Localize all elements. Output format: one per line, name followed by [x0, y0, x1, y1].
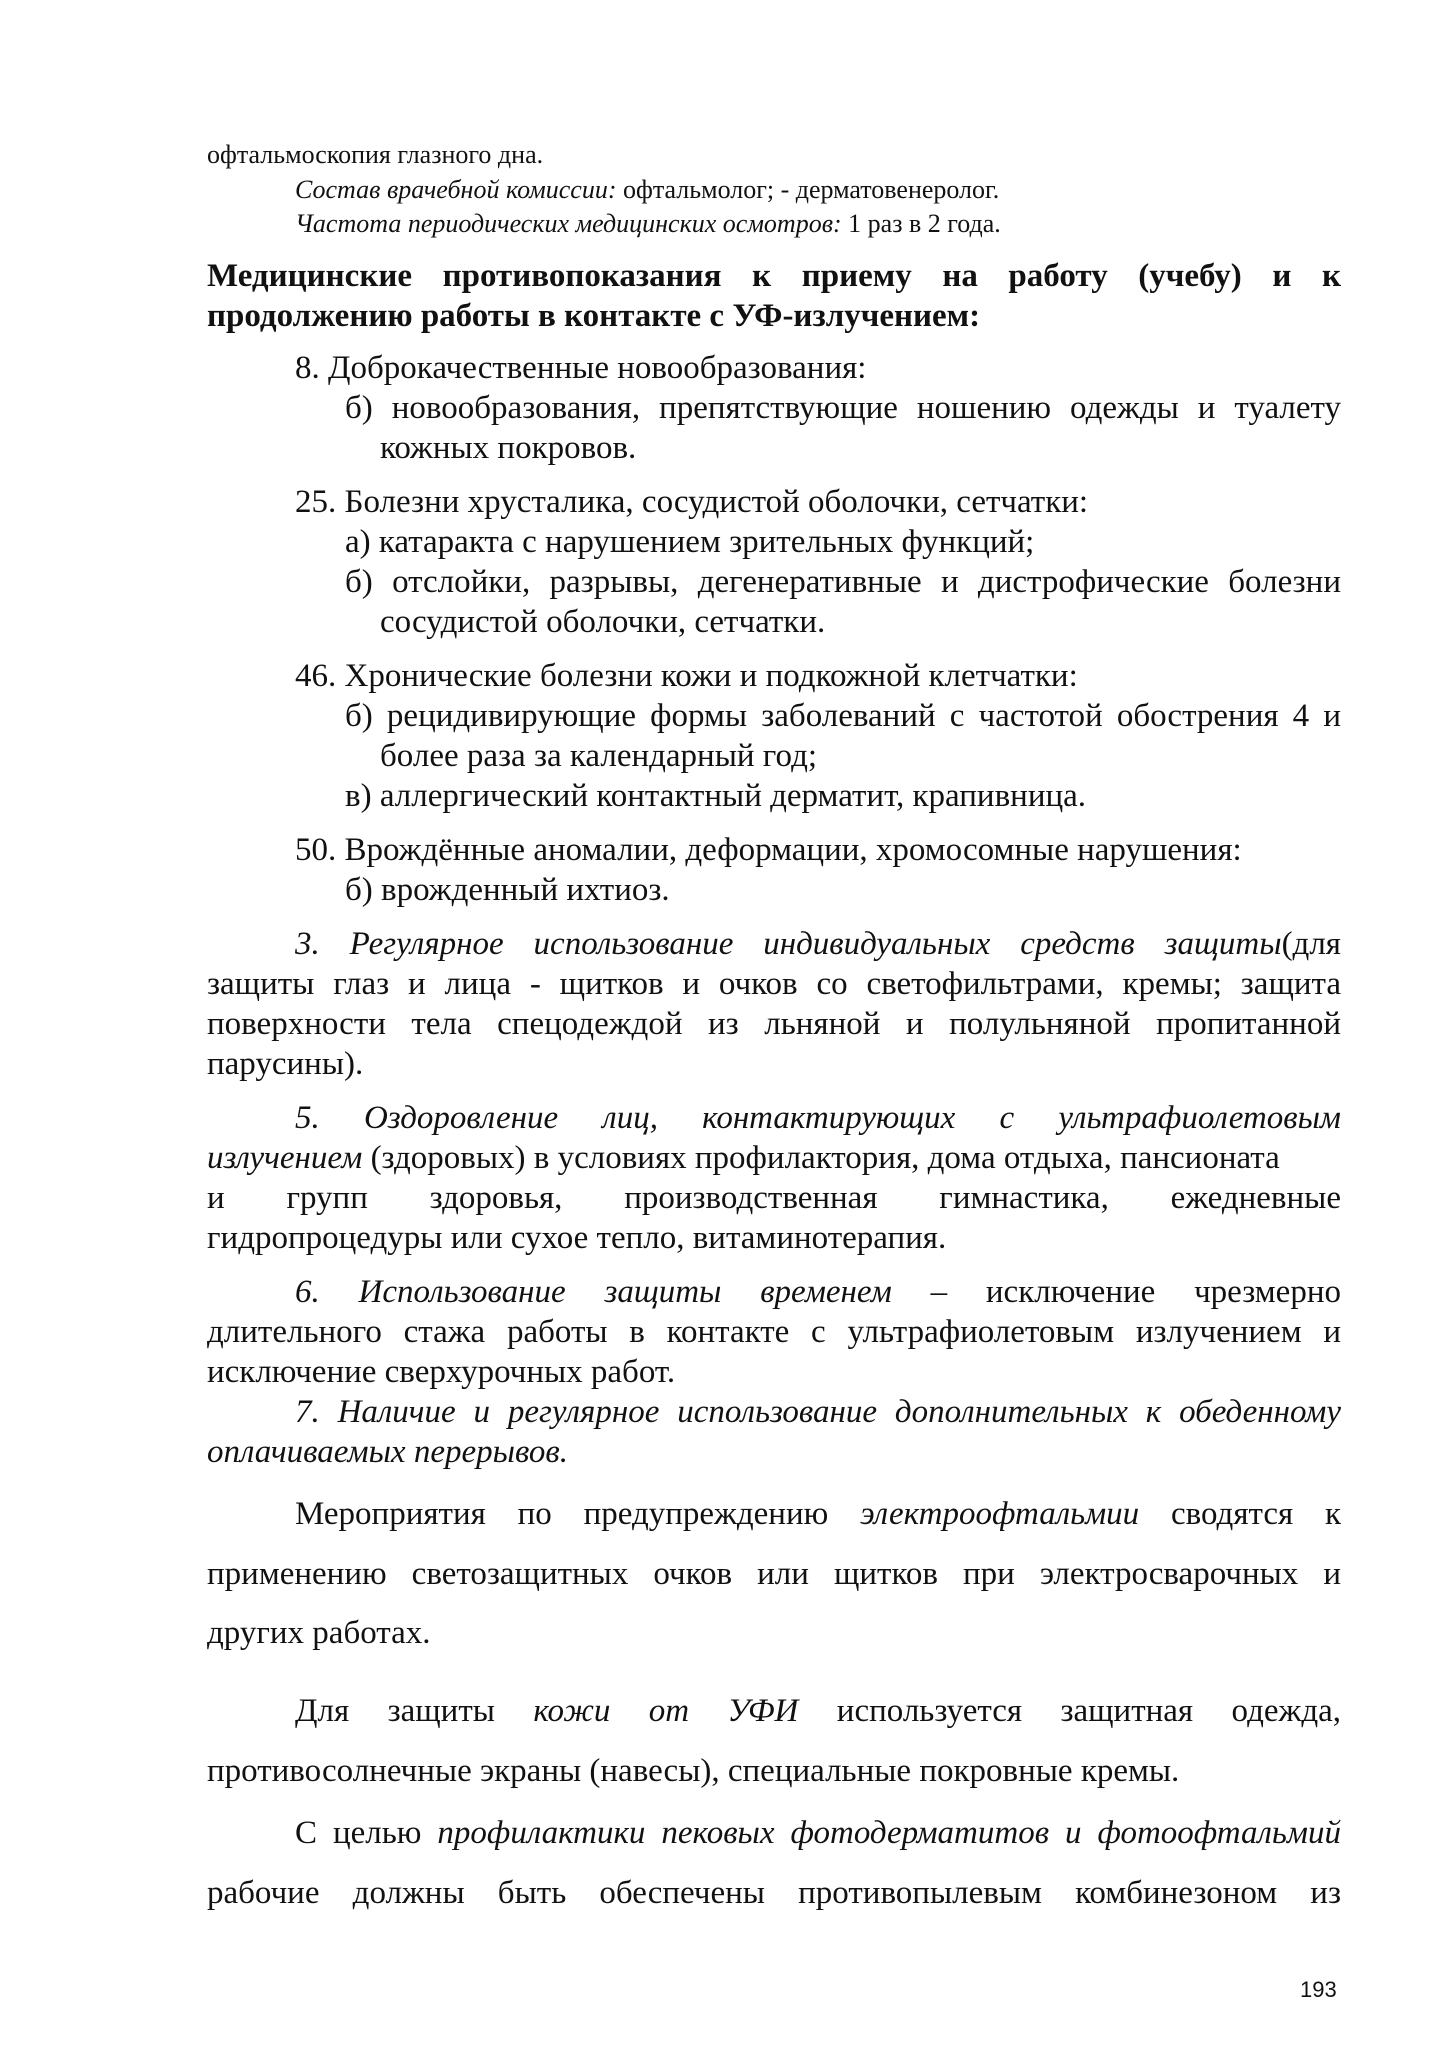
paragraph-6-line: исключение сверхурочных работ.: [207, 1354, 676, 1390]
frequency-line: [295, 211, 1001, 237]
pitch-prevention-line: рабочие должны быть обеспечены противопылевым комбинезоном из: [207, 1875, 1341, 1911]
commission-value: офтальмолог; - дерматовенеролог.: [616, 175, 1000, 204]
list-subitem: а) катаракта с нарушением зрительных функций;: [345, 524, 1035, 560]
paragraph-5-line: гидропроцедуры или сухое тепло, витаминотерапия.: [207, 1220, 947, 1256]
paragraph-3-italic: 3. Регулярное использование индивидуальных средств защиты: [295, 926, 1282, 962]
paragraph-5-rest: (здоровых) в условиях профилактория, дома отдыха, пансионата: [362, 1140, 1280, 1176]
list-item: 46. Хронические болезни кожи и подкожной клетчатки:: [295, 658, 1078, 694]
list-item: 8. Доброкачественные новообразования:: [295, 350, 867, 386]
paragraph-3-line: парусины).: [207, 1046, 364, 1082]
section-heading: Медицинские противопоказания к приему на работу (учебу) и к: [207, 258, 1341, 294]
paragraph-3-line: поверхности тела спецодеждой из льняной и полульняной пропитанной: [207, 1006, 1341, 1042]
frequency-label: Частота периодических медицинских осмотров:: [295, 209, 842, 238]
list-subitem-cont: более раза за календарный год;: [380, 738, 818, 774]
frequency-value: 1 раз в 2 года.: [841, 209, 1001, 238]
commission-line: [295, 177, 999, 203]
electroophthalmia-line: других работах.: [207, 1615, 431, 1651]
paragraph-7-line: 7. Наличие и регулярное использование дополнительных к обеденному: [295, 1394, 1341, 1430]
section-heading-cont: продолжению работы в контакте с УФ-излучением:: [207, 298, 981, 334]
paragraph-6-rest: – исключение чрезмерно: [891, 1274, 1341, 1310]
list-subitem: б) новообразования, препятствующие ношению одежды и туалету: [345, 390, 1341, 426]
paragraph-3-line: [295, 928, 1341, 961]
paragraph-5-italic: излучением: [207, 1140, 363, 1176]
electroophthalmia-text-b: сводятся к: [1139, 1496, 1341, 1532]
paragraph-6-italic: 6. Использование защиты временем: [295, 1274, 892, 1310]
list-subitem: в) аллергический контактный дерматит, крапивница.: [345, 778, 1087, 814]
paragraph-5-line: и групп здоровья, производственная гимнастика, ежедневные: [207, 1180, 1341, 1216]
skin-protection-line: [295, 1695, 1341, 1728]
pitch-prevention-text-a: С целью: [295, 1815, 438, 1851]
pitch-prevention-italic: профилактики пековых фотодерматитов и фотоофтальмий: [437, 1815, 1341, 1851]
page-number: 193: [1300, 1977, 1337, 2002]
commission-label: Состав врачебной комиссии:: [295, 175, 617, 204]
list-subitem-cont: сосудистой оболочки, сетчатки.: [380, 604, 826, 640]
text-line: офтальмоскопия глазного дна.: [207, 140, 544, 169]
paragraph-6-line: длительного стажа работы в контакте с ультрафиолетовым излучением и: [207, 1314, 1341, 1350]
paragraph-5-line: [207, 1142, 1280, 1175]
skin-protection-text-a: Для защиты: [295, 1693, 534, 1729]
paragraph-3-rest: (для: [1281, 926, 1341, 962]
list-subitem: б) отслойки, разрывы, дегенеративные и дистрофические болезни: [345, 564, 1341, 600]
list-subitem: б) рецидивирующие формы заболеваний с частотой обострения 4 и: [345, 698, 1341, 734]
paragraph-3-line: защиты глаз и лица - щитков и очков со светофильтрами, кремы; защита: [207, 966, 1341, 1002]
paragraph-5-line: 5. Оздоровление лиц, контактирующих с ультрафиолетовым: [295, 1100, 1341, 1136]
electroophthalmia-text-a: Мероприятия по предупреждению: [295, 1496, 861, 1532]
list-subitem: б) врожденный ихтиоз.: [345, 872, 670, 908]
electroophthalmia-line: применению светозащитных очков или щитков при электросварочных и: [207, 1556, 1341, 1592]
electroophthalmia-line: [295, 1498, 1341, 1531]
paragraph-7-line: оплачиваемых перерывов.: [207, 1434, 568, 1470]
skin-protection-italic: кожи от УФИ: [533, 1693, 799, 1729]
list-item: 50. Врождённые аномалии, деформации, хромосомные нарушения:: [295, 832, 1242, 868]
skin-protection-text-b: используется защитная одежда,: [798, 1693, 1342, 1729]
paragraph-6-line: [295, 1276, 1341, 1309]
pitch-prevention-line: [295, 1817, 1341, 1850]
skin-protection-line: противосолнечные экраны (навесы), специальные покровные кремы.: [207, 1753, 1180, 1789]
electroophthalmia-italic: электроофтальмии: [860, 1496, 1140, 1532]
list-item: 25. Болезни хрусталика, сосудистой оболочки, сетчатки:: [295, 484, 1089, 520]
list-subitem-cont: кожных покровов.: [380, 430, 637, 466]
